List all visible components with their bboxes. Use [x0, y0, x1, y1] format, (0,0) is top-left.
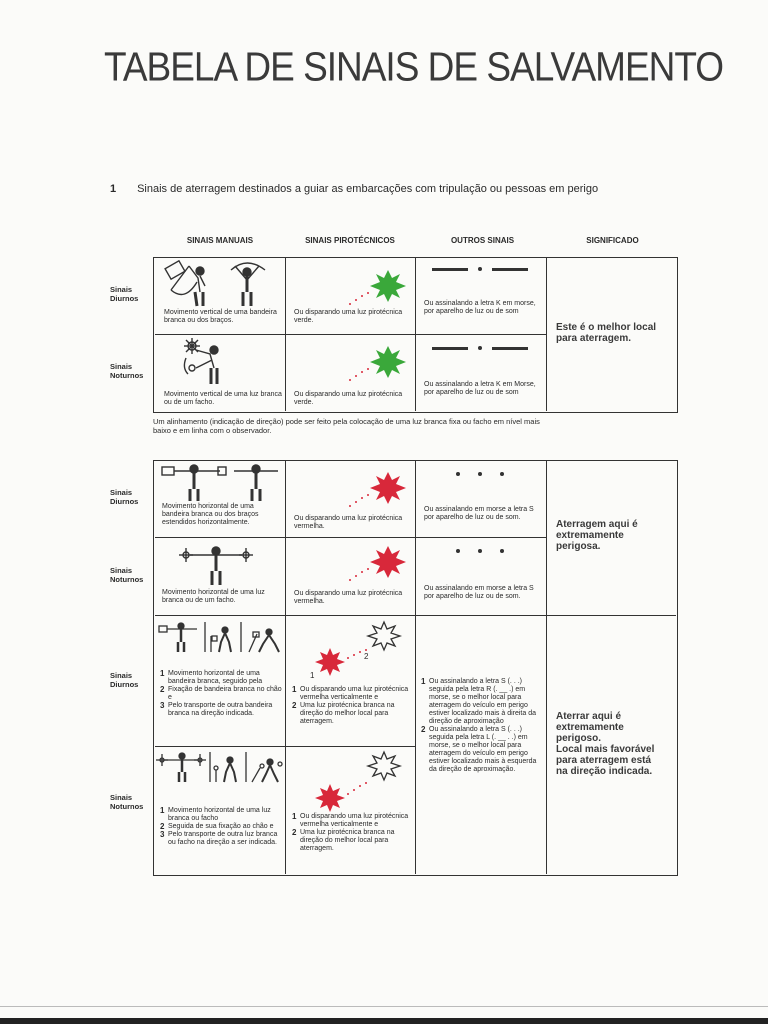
cell-night-pyro-2: Ou disparando uma luz pirotécnica vermelha. — [294, 590, 403, 605]
cell-day-manual-2: Movimento horizontal de uma bandeira branca ou dos braços estendidos horizontalmente. — [162, 503, 259, 526]
cell-day-pyro-1: Ou disparando uma luz pirotécnica verde. — [294, 309, 403, 324]
red-white-flare-icon — [300, 620, 410, 682]
cell-night-manual-2: Movimento horizontal de uma luz branca ou de um facho. — [162, 589, 265, 604]
page-edge-line — [0, 1006, 768, 1007]
section-number: 1 — [110, 183, 117, 195]
cell-day-manual-1: Movimento vertical de uma bandeira branca ou dos braços. — [164, 309, 277, 324]
cell-night-other-1: Ou assinalando a letra K em Morse, por aparelho de luz ou de som — [424, 381, 536, 396]
torch-figure-icon — [180, 338, 230, 388]
row-label-day-2: Sinais Diurnos — [110, 488, 139, 506]
flag-sequence-icon — [157, 620, 283, 654]
list-night-pyro-3: 1 Ou disparando uma luz pirotécnica vermelha verticalmente e 2 Uma luz pirotécnica branca na direção do melhor local para aterragem. — [292, 812, 409, 852]
fig-label-2: 2 — [364, 652, 369, 661]
list-other-3: 1 Ou assinalando a letra S (. . .) seguida pela letra R (. __ .) em morse, se o melhor local para aterragem do veículo em perigo estiver localizado mais à direita da direção de aproximação 2 Ou assinalando a letra S (. . .) seguida pela letra L (. __ . .) em morse, se o melhor local para aterragem do veículo em perigo estiver localizado mais à esquerda da direção de aproximação. — [421, 677, 537, 773]
meaning-dangerous: Aterragem aqui é extremamente perigosa. — [556, 519, 638, 552]
page-title: TABELA DE SINAIS DE SALVAMENTO — [104, 44, 724, 90]
meaning-direction: Aterrar aqui é extremamente perigoso. Local mais favorável para aterragem está na direção indicada. — [556, 711, 655, 777]
torch-figure-icon — [176, 545, 276, 585]
cell-night-pyro-1: Ou disparando uma luz pirotécnica verde. — [294, 391, 403, 406]
row-label-day-3: Sinais Diurnos — [110, 671, 139, 689]
page-bottom-bar — [0, 1018, 768, 1024]
fig-label-1: 1 — [310, 671, 315, 680]
alignment-note: Um alinhamento (indicação de direção) pode ser feito pela colocação de uma luz branca fixa ou facho em nível mais baixo e em linha com o observador. — [153, 417, 540, 435]
cell-day-pyro-2: Ou disparando uma luz pirotécnica vermelha. — [294, 515, 403, 530]
red-flare-icon — [340, 470, 410, 510]
red-white-flare-icon — [300, 750, 410, 812]
row-label-day-1: Sinais Diurnos — [110, 285, 139, 303]
cell-night-other-2: Ou assinalando em morse a letra S por aparelho de luz ou de som. — [424, 585, 534, 600]
section-text: Sinais de aterragem destinados a guiar as embarcações com tripulação ou pessoas em perigo — [137, 183, 599, 195]
column-header-pyro: SINAIS PIROTÉCNICOS — [305, 236, 395, 245]
torch-sequence-icon — [156, 750, 284, 784]
meaning-best-place: Este é o melhor local para aterragem. — [556, 322, 657, 344]
flag-figure-icon — [165, 262, 275, 307]
section-heading — [110, 183, 598, 195]
green-flare-icon — [340, 268, 410, 308]
list-day-manual-3: 1 Movimento horizontal de uma bandeira branca, seguido pela 2 Fixação de bandeira branca no chão e 3 Pelo transporte de outra bandeira branca na direção indicada. — [160, 669, 282, 717]
cell-night-manual-1: Movimento vertical de uma luz branca ou de um facho. — [164, 391, 282, 406]
column-header-other: OUTROS SINAIS — [450, 236, 515, 245]
flag-figure-icon — [160, 463, 282, 503]
row-label-night-1: Sinais Noturnos — [110, 362, 144, 380]
column-header-meaning: SIGNIFICADO — [586, 236, 639, 245]
cell-day-other-2: Ou assinalando em morse a letra S por aparelho de luz ou de som. — [424, 506, 534, 521]
red-flare-icon — [340, 544, 410, 584]
column-header-manual: SINAIS MANUAIS — [186, 236, 254, 245]
cell-day-other-1: Ou assinalando a letra K em morse, por aparelho de luz ou de som — [424, 300, 536, 315]
green-flare-icon — [340, 344, 410, 384]
list-night-manual-3: 1 Movimento horizontal de uma luz branca ou facho 2 Seguida de sua fixação ao chão e 3 Pelo transporte de outra luz branca ou facho na direção a ser indicada. — [160, 806, 278, 846]
row-label-night-3: Sinais Noturnos — [110, 793, 144, 811]
row-label-night-2: Sinais Noturnos — [110, 566, 144, 584]
list-day-pyro-3: 1 Ou disparando uma luz pirotécnica vermelha verticalmente e 2 Uma luz pirotécnica branca na direção do melhor local para aterragem. — [292, 685, 409, 725]
